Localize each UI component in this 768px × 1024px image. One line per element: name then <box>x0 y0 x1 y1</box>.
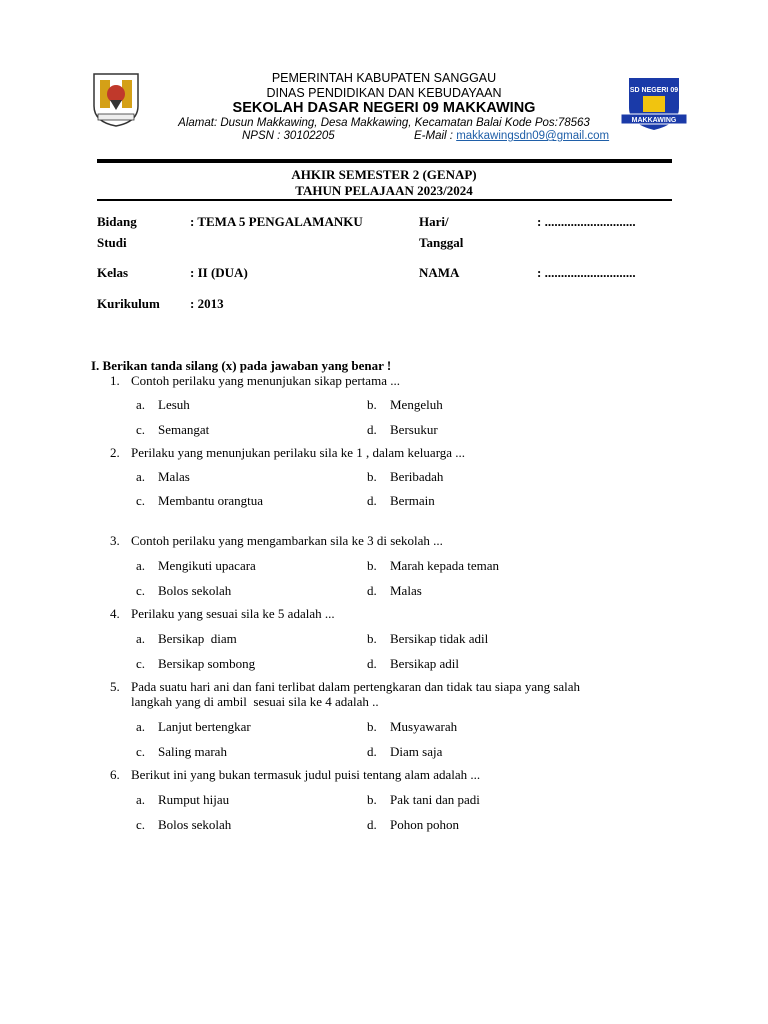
email-link[interactable]: makkawingsdn09@gmail.com <box>456 130 610 142</box>
section-heading: I. Berikan tanda silang (x) pada jawaban yang benar ! <box>91 358 392 373</box>
option-letter: a. <box>136 397 146 412</box>
option-letter: d. <box>367 656 377 671</box>
option-letter: c. <box>136 493 146 508</box>
option-letter: b. <box>367 792 377 807</box>
option-d: Diam saja <box>390 744 443 759</box>
option-c: Semangat <box>158 422 210 437</box>
option-letter: c. <box>136 656 146 671</box>
option-letter: d. <box>367 493 377 508</box>
option-letter: b. <box>367 719 377 734</box>
option-b: Bersikap tidak adil <box>390 631 489 646</box>
option-a: Mengikuti upacara <box>158 558 256 573</box>
value-hari-tanggal: : ............................ <box>537 214 636 229</box>
option-b: Pak tani dan padi <box>390 792 480 807</box>
label-nama: NAMA <box>419 265 460 280</box>
school-name: SEKOLAH DASAR NEGERI 09 MAKKAWING <box>232 100 536 116</box>
exam-title: AHKIR SEMESTER 2 (GENAP) <box>291 167 477 182</box>
value-kurikulum: : 2013 <box>190 296 224 311</box>
option-d: Malas <box>390 583 422 598</box>
value-bidang-studi: : TEMA 5 PENGALAMANKU <box>190 214 363 229</box>
option-b: Mengeluh <box>390 397 443 412</box>
title-divider <box>97 199 672 201</box>
label-kurikulum: Kurikulum <box>97 296 160 311</box>
value-nama: : ............................ <box>537 265 636 280</box>
question-number: 4. <box>110 606 120 621</box>
option-a: Lesuh <box>158 397 190 412</box>
option-a: Rumput hijau <box>158 792 230 807</box>
option-letter: d. <box>367 744 377 759</box>
label-kelas: Kelas <box>97 265 129 280</box>
school-badge-logo <box>619 74 689 132</box>
question-text: Perilaku yang sesuai sila ke 5 adalah ... <box>131 606 335 621</box>
email-line <box>414 130 609 142</box>
question-number: 2. <box>110 445 120 460</box>
question-text: Pada suatu hari ani dan fani terlibat dalam pertengkaran dan tidak tau siapa yang salah <box>131 679 581 694</box>
option-letter: b. <box>367 397 377 412</box>
option-letter: c. <box>136 422 146 437</box>
question-text-continued: langkah yang di ambil sesuai sila ke 4 adalah .. <box>131 694 379 709</box>
label-hari: Hari/ <box>419 214 449 229</box>
option-c: Membantu orangtua <box>158 493 264 508</box>
option-c: Saling marah <box>158 744 227 759</box>
question-number: 6. <box>110 767 120 782</box>
option-letter: b. <box>367 558 377 573</box>
option-c: Bolos sekolah <box>158 583 232 598</box>
option-b: Marah kepada teman <box>390 558 500 573</box>
option-letter: c. <box>136 583 146 598</box>
option-letter: a. <box>136 469 146 484</box>
label-tanggal: Tanggal <box>419 235 464 250</box>
email-label: E-Mail : <box>414 130 453 142</box>
option-b: Beribadah <box>390 469 444 484</box>
question-number: 3. <box>110 533 120 548</box>
question-text: Contoh perilaku yang mengambarkan sila ke 3 di sekolah ... <box>131 533 443 548</box>
option-letter: a. <box>136 558 146 573</box>
question-number: 1. <box>110 373 120 388</box>
option-letter: c. <box>136 817 146 832</box>
question-text: Berikut ini yang bukan termasuk judul puisi tentang alam adalah ... <box>131 767 481 782</box>
question-text: Perilaku yang menunjukan perilaku sila ke 1 , dalam keluarga ... <box>131 445 466 460</box>
badge-ribbon-text: MAKKAWING <box>631 117 677 124</box>
question-text: Contoh perilaku yang menunjukan sikap pertama ... <box>131 373 400 388</box>
option-d: Bermain <box>390 493 435 508</box>
option-a: Bersikap diam <box>158 631 237 646</box>
government-name: PEMERINTAH KABUPATEN SANGGAU <box>271 71 497 85</box>
option-a: Lanjut bertengkar <box>158 719 251 734</box>
option-letter: d. <box>367 422 377 437</box>
option-letter: d. <box>367 817 377 832</box>
option-letter: d. <box>367 583 377 598</box>
option-letter: b. <box>367 469 377 484</box>
option-c: Bersikap sombong <box>158 656 256 671</box>
option-a: Malas <box>158 469 190 484</box>
option-d: Pohon pohon <box>390 817 459 832</box>
option-b: Musyawarah <box>390 719 458 734</box>
label-bidang: Bidang <box>97 214 137 229</box>
option-letter: a. <box>136 792 146 807</box>
department-name: DINAS PENDIDIKAN DAN KEBUDAYAAN <box>266 86 502 100</box>
school-npsn: NPSN : 30102205 <box>242 130 335 142</box>
option-c: Bolos sekolah <box>158 817 232 832</box>
label-studi: Studi <box>97 235 127 250</box>
header-divider-thick <box>97 159 672 163</box>
option-d: Bersukur <box>390 422 438 437</box>
value-kelas: : II (DUA) <box>190 265 248 280</box>
option-letter: b. <box>367 631 377 646</box>
option-d: Bersikap adil <box>390 656 459 671</box>
badge-text: SD NEGERI 09 <box>629 87 679 94</box>
exam-year: TAHUN PELAJAAN 2023/2024 <box>295 183 473 198</box>
option-letter: c. <box>136 744 146 759</box>
option-letter: a. <box>136 719 146 734</box>
option-letter: a. <box>136 631 146 646</box>
school-address: Alamat: Dusun Makkawing, Desa Makkawing, Kecamatan Balai Kode Pos:78563 <box>178 117 590 129</box>
question-number: 5. <box>110 679 120 694</box>
